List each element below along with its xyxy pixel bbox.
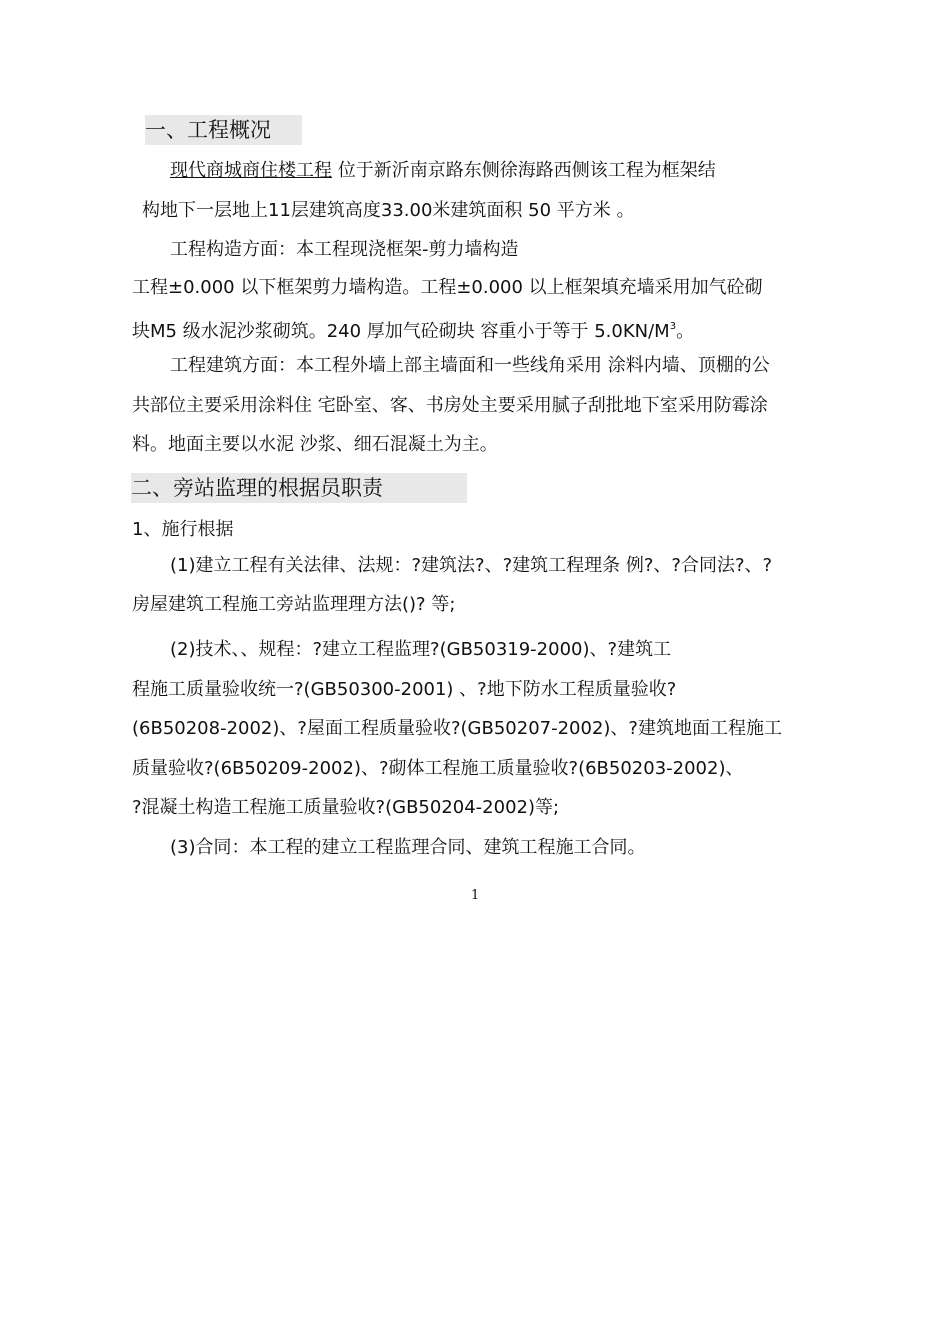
item-3-line-1: (3)合同：本工程的建立工程监理合同、建筑工程施工合同。 bbox=[170, 837, 646, 858]
project-name: 现代商城商住楼工程 bbox=[170, 160, 332, 181]
paragraph-overview-line-2: 构地下一层地上11层建筑高度33.00米建筑面积 50 平方米 。 bbox=[142, 200, 635, 221]
subheading-basis: 1、施行根据 bbox=[132, 519, 234, 540]
paragraph-overview-line-1: 现代商城商住楼工程 位于新沂南京路东侧徐海路西侧该工程为框架结 bbox=[170, 160, 716, 181]
section-2-heading: 二、旁站监理的根据员职责 bbox=[131, 473, 467, 503]
paragraph-structure-line-1: 工程构造方面：本工程现浇框架-剪力墙构造 bbox=[170, 239, 519, 260]
paragraph-structure-line-2: 工程±0.000 以下框架剪力墙构造。工程±0.000 以上框架填充墙采用加气砼砌 bbox=[132, 277, 763, 298]
item-1-line-2: 房屋建筑工程施工旁站监理理方法()? 等; bbox=[132, 594, 456, 615]
item-2-line-5: ?混凝土构造工程施工质量验收?(GB50204-2002)等; bbox=[132, 797, 560, 818]
paragraph-architecture-line-2: 共部位主要采用涂料住 宅卧室、客、书房处主要采用腻子刮批地下室采用防霉涂 bbox=[132, 395, 768, 416]
item-1-line-1: (1)建立工程有关法律、法规：?建筑法?、?建筑工程理条 例?、?合同法?、? bbox=[170, 555, 773, 576]
item-2-line-4: 质量验收?(6B50209-2002)、?砌体工程施工质量验收?(6B50203-2002)、 bbox=[132, 758, 744, 779]
item-2-line-2: 程施工质量验收统一?(GB50300-2001) 、?地下防水工程质量验收? bbox=[132, 679, 677, 700]
section-1-heading: 一、工程概况 bbox=[145, 115, 302, 145]
page-number: 1 bbox=[471, 888, 480, 903]
item-2-line-3: (6B50208-2002)、?屋面工程质量验收?(GB50207-2002)、?建筑地面工程施工 bbox=[132, 718, 782, 739]
paragraph-structure-line-3: 块M5 级水泥沙浆砌筑。240 厚加气砼砌块 容重小于等于 $5.0KN/M^3$。 bbox=[132, 321, 695, 342]
paragraph-architecture-line-3: 料。地面主要以水泥 沙浆、细石混凝土为主。 bbox=[132, 434, 498, 455]
paragraph-architecture-line-1: 工程建筑方面：本工程外墙上部主墙面和一些线角采用 涂料内墙、顶棚的公 bbox=[170, 355, 770, 376]
item-2-line-1: (2)技术、、规程：?建立工程监理?(GB50319-2000)、?建筑工 bbox=[170, 639, 672, 660]
